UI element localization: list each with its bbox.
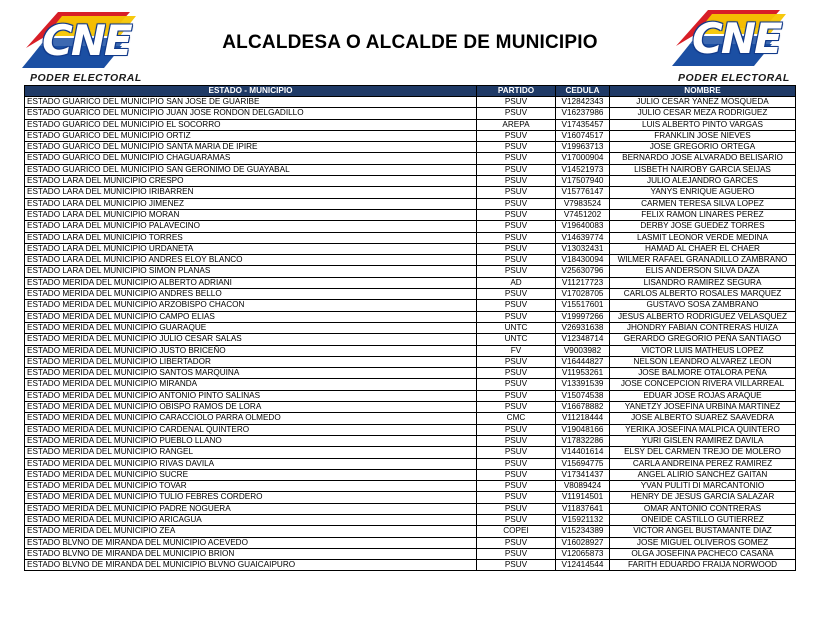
cell-cedula: V15776147 xyxy=(556,187,610,198)
cell-partido: AD xyxy=(477,277,556,288)
page-title: ALCALDESA O ALCALDE DE MUNICIPIO xyxy=(222,32,598,53)
table-row xyxy=(25,209,796,220)
cell-cedula: V12065873 xyxy=(556,548,610,559)
cell-cedula: V17000904 xyxy=(556,153,610,164)
cell-nombre: YERIKA JOSEFINA MALPICA QUINTERO xyxy=(610,424,796,435)
cell-estado-municipio: ESTADO MERIDA DEL MUNICIPIO RANGEL xyxy=(25,447,477,458)
cell-nombre: LISBETH NAIROBY GARCIA SEIJAS xyxy=(610,164,796,175)
cell-nombre: JHONDRY FABIAN CONTRERAS HUIZA xyxy=(610,322,796,333)
cell-partido: PSUV xyxy=(477,560,556,571)
cell-partido: PSUV xyxy=(477,176,556,187)
candidates-table xyxy=(24,85,796,571)
cell-nombre: OLGA JOSEFINA PACHECO CASAÑA xyxy=(610,548,796,559)
cell-estado-municipio: ESTADO MERIDA DEL MUNICIPIO OBISPO RAMOS DE LORA xyxy=(25,402,477,413)
table-row xyxy=(25,526,796,537)
table-row xyxy=(25,255,796,266)
table-row xyxy=(25,232,796,243)
cell-cedula: V11217723 xyxy=(556,277,610,288)
cell-nombre: JULIO ALEJANDRO GARCES xyxy=(610,176,796,187)
cell-nombre: JULIO CESAR YANEZ MOSQUEDA xyxy=(610,97,796,108)
table-header-row xyxy=(25,86,796,97)
table-row xyxy=(25,153,796,164)
cell-cedula: V19048166 xyxy=(556,424,610,435)
table-row xyxy=(25,514,796,525)
cell-partido: PSUV xyxy=(477,503,556,514)
table-row xyxy=(25,164,796,175)
header-estado-municipio: ESTADO - MUNICIPIO xyxy=(25,86,477,97)
table-row xyxy=(25,560,796,571)
table-row xyxy=(25,402,796,413)
cell-cedula: V25630796 xyxy=(556,266,610,277)
cell-nombre: JOSE BALMORE OTALORA PEÑA xyxy=(610,368,796,379)
cell-cedula: V19963713 xyxy=(556,142,610,153)
header-partido: PARTIDO xyxy=(477,86,556,97)
cell-nombre: JOSE GREGORIO ORTEGA xyxy=(610,142,796,153)
cell-nombre: WILMER RAFAEL GRANADILLO ZAMBRANO xyxy=(610,255,796,266)
cell-partido: UNTC xyxy=(477,322,556,333)
table-row xyxy=(25,322,796,333)
header-nombre: NOMBRE xyxy=(610,86,796,97)
header-cedula: CEDULA xyxy=(556,86,610,97)
cell-partido: PSUV xyxy=(477,469,556,480)
cell-nombre: DERBY JOSE GUEDEZ TORRES xyxy=(610,221,796,232)
cell-nombre: GERARDO GREGORIO PEÑA SANTIAGO xyxy=(610,334,796,345)
cell-cedula: V7451202 xyxy=(556,209,610,220)
cell-partido: PSUV xyxy=(477,537,556,548)
cell-nombre: CARLA ANDREINA PEREZ RAMIREZ xyxy=(610,458,796,469)
cell-partido: PSUV xyxy=(477,311,556,322)
table-row xyxy=(25,97,796,108)
cell-cedula: V13032431 xyxy=(556,243,610,254)
cell-estado-municipio: ESTADO MERIDA DEL MUNICIPIO SUCRE xyxy=(25,469,477,480)
cell-nombre: YANYS ENRIQUE AGUERO xyxy=(610,187,796,198)
cell-partido: PSUV xyxy=(477,243,556,254)
table-row xyxy=(25,548,796,559)
cell-nombre: GUSTAVO SOSA ZAMBRANO xyxy=(610,300,796,311)
cell-estado-municipio: ESTADO LARA DEL MUNICIPIO MORAN xyxy=(25,209,477,220)
cell-cedula: V14521973 xyxy=(556,164,610,175)
cell-cedula: V16074517 xyxy=(556,130,610,141)
table-row xyxy=(25,447,796,458)
cell-partido: PSUV xyxy=(477,108,556,119)
cell-cedula: V11218444 xyxy=(556,413,610,424)
table-row xyxy=(25,243,796,254)
cell-nombre: LUIS ALBERTO PINTO VARGAS xyxy=(610,119,796,130)
cell-estado-municipio: ESTADO BLVNO DE MIRANDA DEL MUNICIPIO ACEVEDO xyxy=(25,537,477,548)
cell-estado-municipio: ESTADO LARA DEL MUNICIPIO TORRES xyxy=(25,232,477,243)
cell-cedula: V17507940 xyxy=(556,176,610,187)
cne-logo-right xyxy=(668,6,808,86)
cell-nombre: ELIS ANDERSON SILVA DAZA xyxy=(610,266,796,277)
cell-estado-municipio: ESTADO LARA DEL MUNICIPIO CRESPO xyxy=(25,176,477,187)
cell-cedula: V26931638 xyxy=(556,322,610,333)
table-row xyxy=(25,130,796,141)
cell-estado-municipio: ESTADO GUARICO DEL MUNICIPIO SANTA MARIA DE IPIRE xyxy=(25,142,477,153)
table-row xyxy=(25,176,796,187)
cell-nombre: JESUS ALBERTO RODRIGUEZ VELASQUEZ xyxy=(610,311,796,322)
cell-cedula: V19640083 xyxy=(556,221,610,232)
cell-nombre: YVAN PULITI DI MARCANTONIO xyxy=(610,481,796,492)
cell-cedula: V17435457 xyxy=(556,119,610,130)
cell-partido: PSUV xyxy=(477,390,556,401)
cell-estado-municipio: ESTADO LARA DEL MUNICIPIO PALAVECINO xyxy=(25,221,477,232)
cell-estado-municipio: ESTADO MERIDA DEL MUNICIPIO ARZOBISPO CHACON xyxy=(25,300,477,311)
cell-estado-municipio: ESTADO MERIDA DEL MUNICIPIO LIBERTADOR xyxy=(25,356,477,367)
cell-nombre: ELSY DEL CARMEN TREJO DE MOLERO xyxy=(610,447,796,458)
cell-nombre: ANGEL ALIRIO SANCHEZ GAITAN xyxy=(610,469,796,480)
cell-partido: PSUV xyxy=(477,187,556,198)
cell-cedula: V18430094 xyxy=(556,255,610,266)
cell-estado-municipio: ESTADO MERIDA DEL MUNICIPIO GUARAQUE xyxy=(25,322,477,333)
cell-partido: PSUV xyxy=(477,548,556,559)
table-row xyxy=(25,198,796,209)
cell-nombre: HAMAD AL CHAER EL CHAER xyxy=(610,243,796,254)
cell-nombre: ONEIDE CASTILLO GUTIERREZ xyxy=(610,514,796,525)
cell-cedula: V8089424 xyxy=(556,481,610,492)
cell-cedula: V15921132 xyxy=(556,514,610,525)
cell-estado-municipio: ESTADO LARA DEL MUNICIPIO IRIBARREN xyxy=(25,187,477,198)
cell-partido: PSUV xyxy=(477,209,556,220)
cell-nombre: JULIO CESAR MEZA RODRIGUEZ xyxy=(610,108,796,119)
cell-estado-municipio: ESTADO MERIDA DEL MUNICIPIO ALBERTO ADRIANI xyxy=(25,277,477,288)
cell-nombre: VICTOR LUIS MATHEUS LOPEZ xyxy=(610,345,796,356)
cell-partido: PSUV xyxy=(477,300,556,311)
cell-estado-municipio: ESTADO BLVNO DE MIRANDA DEL MUNICIPIO BRION xyxy=(25,548,477,559)
cell-nombre: LISANDRO RAMIREZ SEGURA xyxy=(610,277,796,288)
cell-partido: CMC xyxy=(477,413,556,424)
table-row xyxy=(25,221,796,232)
cell-nombre: VICTOR ANGEL BUSTAMANTE DIAZ xyxy=(610,526,796,537)
cell-partido: PSUV xyxy=(477,97,556,108)
cell-cedula: V12842343 xyxy=(556,97,610,108)
cell-cedula: V9003982 xyxy=(556,345,610,356)
cell-estado-municipio: ESTADO MERIDA DEL MUNICIPIO ARICAGUA xyxy=(25,514,477,525)
cell-cedula: V15074538 xyxy=(556,390,610,401)
cell-partido: PSUV xyxy=(477,447,556,458)
table-row xyxy=(25,300,796,311)
cell-cedula: V12348714 xyxy=(556,334,610,345)
cell-partido: PSUV xyxy=(477,232,556,243)
cell-partido: PSUV xyxy=(477,255,556,266)
cell-cedula: V15234389 xyxy=(556,526,610,537)
cell-estado-municipio: ESTADO MERIDA DEL MUNICIPIO ANDRES BELLO xyxy=(25,289,477,300)
logo-text: CNE xyxy=(42,16,131,65)
cell-estado-municipio: ESTADO MERIDA DEL MUNICIPIO CARDENAL QUINTERO xyxy=(25,424,477,435)
cell-partido: PSUV xyxy=(477,481,556,492)
cell-estado-municipio: ESTADO GUARICO DEL MUNICIPIO ORTIZ xyxy=(25,130,477,141)
cell-nombre: LASMIT LEONOR VERDE MEDINA xyxy=(610,232,796,243)
table-row xyxy=(25,458,796,469)
cell-partido: PSUV xyxy=(477,424,556,435)
cell-cedula: V7983524 xyxy=(556,198,610,209)
table-row xyxy=(25,266,796,277)
cell-estado-municipio: ESTADO MERIDA DEL MUNICIPIO MIRANDA xyxy=(25,379,477,390)
cell-partido: PSUV xyxy=(477,356,556,367)
table-row xyxy=(25,379,796,390)
cell-partido: FV xyxy=(477,345,556,356)
cell-cedula: V11914501 xyxy=(556,492,610,503)
cell-nombre: JOSE MIGUEL OLIVEROS GOMEZ xyxy=(610,537,796,548)
table-row xyxy=(25,187,796,198)
cell-nombre: FELIX RAMON LINARES PEREZ xyxy=(610,209,796,220)
cell-nombre: FARITH EDUARDO FRAIJA NORWOOD xyxy=(610,560,796,571)
cell-estado-municipio: ESTADO GUARICO DEL MUNICIPIO JUAN JOSE RONDON DELGADILLO xyxy=(25,108,477,119)
cell-partido: PSUV xyxy=(477,130,556,141)
cell-partido: PSUV xyxy=(477,221,556,232)
cell-nombre: EDUAR JOSE ROJAS ARAQUE xyxy=(610,390,796,401)
cell-estado-municipio: ESTADO MERIDA DEL MUNICIPIO SANTOS MARQUINA xyxy=(25,368,477,379)
cell-partido: PSUV xyxy=(477,153,556,164)
cell-partido: PSUV xyxy=(477,402,556,413)
cell-cedula: V16237986 xyxy=(556,108,610,119)
cell-nombre: YURI GISLEN RAMIREZ DAVILA xyxy=(610,435,796,446)
cell-nombre: FRANKLIN JOSE NIEVES xyxy=(610,130,796,141)
table-row xyxy=(25,424,796,435)
cell-estado-municipio: ESTADO MERIDA DEL MUNICIPIO CARACCIOLO PARRA OLMEDO xyxy=(25,413,477,424)
cell-estado-municipio: ESTADO LARA DEL MUNICIPIO SIMON PLANAS xyxy=(25,266,477,277)
table-row xyxy=(25,435,796,446)
cell-cedula: V19997266 xyxy=(556,311,610,322)
cell-estado-municipio: ESTADO MERIDA DEL MUNICIPIO RIVAS DAVILA xyxy=(25,458,477,469)
logo-text: CNE xyxy=(692,14,781,63)
table-row xyxy=(25,277,796,288)
cell-estado-municipio: ESTADO LARA DEL MUNICIPIO ANDRES ELOY BLANCO xyxy=(25,255,477,266)
cell-partido: PSUV xyxy=(477,368,556,379)
cell-partido: PSUV xyxy=(477,164,556,175)
cell-cedula: V12414544 xyxy=(556,560,610,571)
table-row xyxy=(25,345,796,356)
cell-estado-municipio: ESTADO BLVNO DE MIRANDA DEL MUNICIPIO BLVNO GUAICAIPURO xyxy=(25,560,477,571)
cell-estado-municipio: ESTADO MERIDA DEL MUNICIPIO ZEA xyxy=(25,526,477,537)
cell-nombre: CARLOS ALBERTO ROSALES MARQUEZ xyxy=(610,289,796,300)
table-row xyxy=(25,469,796,480)
table-row xyxy=(25,334,796,345)
cell-nombre: JOSE CONCEPCION RIVERA VILLARREAL xyxy=(610,379,796,390)
cell-estado-municipio: ESTADO GUARICO DEL MUNICIPIO SAN GERONIMO DE GUAYABAL xyxy=(25,164,477,175)
cell-estado-municipio: ESTADO GUARICO DEL MUNICIPIO CHAGUARAMAS xyxy=(25,153,477,164)
cell-partido: PSUV xyxy=(477,379,556,390)
cell-partido: PSUV xyxy=(477,514,556,525)
cell-estado-municipio: ESTADO MERIDA DEL MUNICIPIO CAMPO ELIAS xyxy=(25,311,477,322)
cell-nombre: HENRY DE JESUS GARCIA SALAZAR xyxy=(610,492,796,503)
cell-cedula: V11953261 xyxy=(556,368,610,379)
cell-estado-municipio: ESTADO MERIDA DEL MUNICIPIO TULIO FEBRES CORDERO xyxy=(25,492,477,503)
cell-cedula: V14401614 xyxy=(556,447,610,458)
cell-nombre: JOSE ALBERTO SUAREZ SAAVEDRA xyxy=(610,413,796,424)
cell-nombre: BERNARDO JOSE ALVARADO BELISARIO xyxy=(610,153,796,164)
cell-cedula: V17832286 xyxy=(556,435,610,446)
cell-partido: PSUV xyxy=(477,435,556,446)
cell-estado-municipio: ESTADO LARA DEL MUNICIPIO URDANETA xyxy=(25,243,477,254)
logo-subtitle: PODER ELECTORAL xyxy=(30,72,142,84)
cell-cedula: V13391539 xyxy=(556,379,610,390)
cell-partido: PSUV xyxy=(477,266,556,277)
cell-partido: PSUV xyxy=(477,198,556,209)
cell-nombre: OMAR ANTONIO CONTRERAS xyxy=(610,503,796,514)
cell-cedula: V17341437 xyxy=(556,469,610,480)
cell-partido: PSUV xyxy=(477,142,556,153)
table-row xyxy=(25,481,796,492)
cell-cedula: V16028927 xyxy=(556,537,610,548)
table-row xyxy=(25,289,796,300)
table-row xyxy=(25,390,796,401)
logo-subtitle: PODER ELECTORAL xyxy=(678,72,790,84)
table-row xyxy=(25,108,796,119)
cell-estado-municipio: ESTADO MERIDA DEL MUNICIPIO JULIO CESAR SALAS xyxy=(25,334,477,345)
cell-cedula: V15694775 xyxy=(556,458,610,469)
cell-partido: AREPA xyxy=(477,119,556,130)
cell-cedula: V17028705 xyxy=(556,289,610,300)
cell-partido: COPEI xyxy=(477,526,556,537)
table-row xyxy=(25,413,796,424)
cell-partido: PSUV xyxy=(477,289,556,300)
cell-cedula: V15517601 xyxy=(556,300,610,311)
table-row xyxy=(25,537,796,548)
cell-estado-municipio: ESTADO MERIDA DEL MUNICIPIO TOVAR xyxy=(25,481,477,492)
cell-estado-municipio: ESTADO MERIDA DEL MUNICIPIO PUEBLO LLANO xyxy=(25,435,477,446)
table-row xyxy=(25,142,796,153)
cell-cedula: V11837641 xyxy=(556,503,610,514)
cell-estado-municipio: ESTADO MERIDA DEL MUNICIPIO JUSTO BRICEÑO xyxy=(25,345,477,356)
table-row xyxy=(25,503,796,514)
cell-estado-municipio: ESTADO LARA DEL MUNICIPIO JIMENEZ xyxy=(25,198,477,209)
cell-estado-municipio: ESTADO MERIDA DEL MUNICIPIO PADRE NOGUERA xyxy=(25,503,477,514)
cell-cedula: V14639774 xyxy=(556,232,610,243)
cell-estado-municipio: ESTADO GUARICO DEL MUNICIPIO EL SOCORRO xyxy=(25,119,477,130)
cell-estado-municipio: ESTADO MERIDA DEL MUNICIPIO ANTONIO PINTO SALINAS xyxy=(25,390,477,401)
cell-cedula: V16444827 xyxy=(556,356,610,367)
table-row xyxy=(25,119,796,130)
cell-nombre: YANETZY JOSEFINA URBINA MARTINEZ xyxy=(610,402,796,413)
cell-nombre: NELSON LEANDRO ALVAREZ LEON xyxy=(610,356,796,367)
table-row xyxy=(25,356,796,367)
cell-estado-municipio: ESTADO GUARICO DEL MUNICIPIO SAN JOSE DE GUARIBE xyxy=(25,97,477,108)
cell-partido: UNTC xyxy=(477,334,556,345)
table-row xyxy=(25,311,796,322)
cell-nombre: CARMEN TERESA SILVA LOPEZ xyxy=(610,198,796,209)
cell-partido: PSUV xyxy=(477,458,556,469)
table-row xyxy=(25,368,796,379)
table-row xyxy=(25,492,796,503)
cell-cedula: V16678882 xyxy=(556,402,610,413)
cell-partido: PSUV xyxy=(477,492,556,503)
